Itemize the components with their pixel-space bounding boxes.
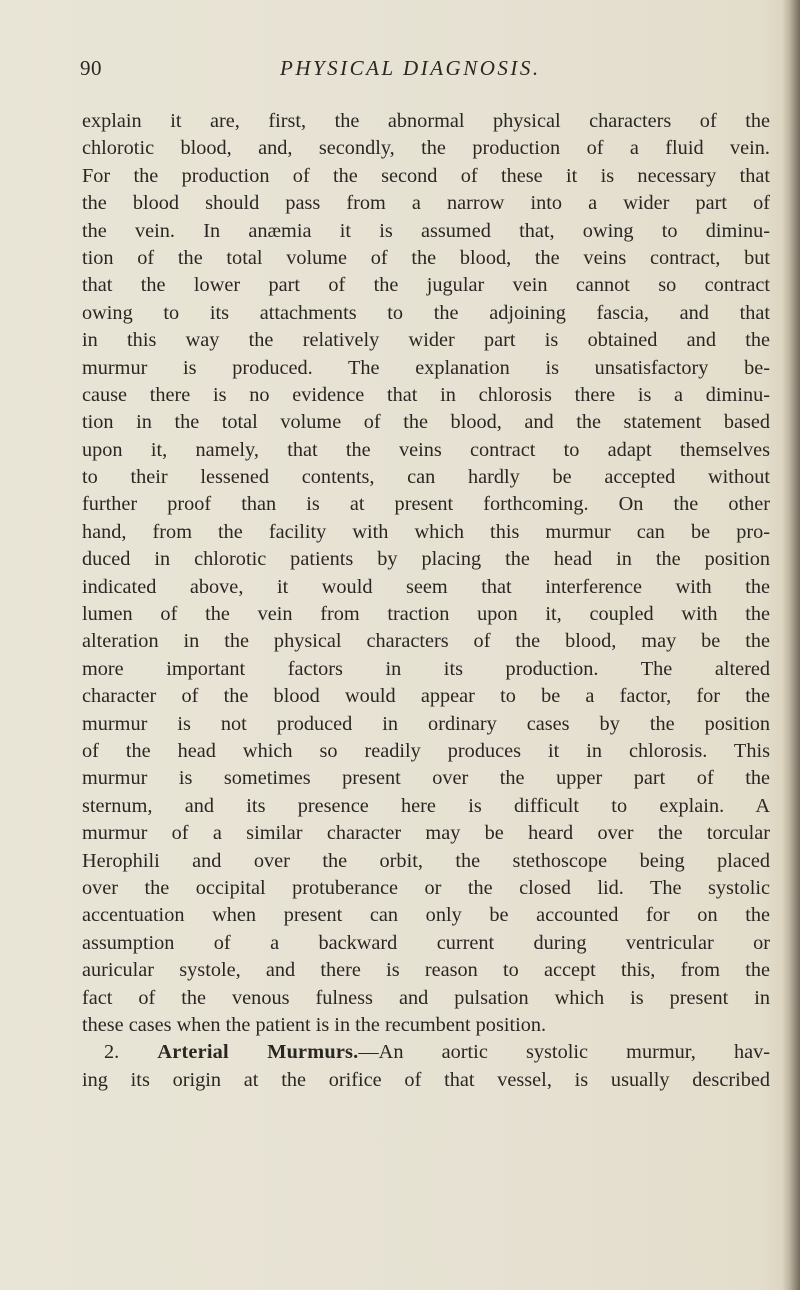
- text-line: sternum, and its presence here is difficult to explain. A: [82, 794, 770, 817]
- text-line: auricular systole, and there is reason to accept this, from the: [82, 959, 770, 982]
- text-line: chlorotic blood, and, secondly, the production of a fluid vein.: [82, 137, 770, 160]
- text-line: assumption of a backward current during ventricular or: [82, 931, 770, 954]
- text-line: to their lessened contents, can hardly be accepted without: [82, 466, 770, 489]
- section-number: 2.: [104, 1041, 120, 1064]
- text-line: these cases when the patient is in the recumbent position.: [82, 1013, 547, 1036]
- section-first-line: [82, 1039, 770, 1066]
- text-line: alteration in the physical characters of the blood, may be the: [82, 630, 770, 653]
- text-line: owing to its attachments to the adjoining fascia, and that: [82, 301, 770, 324]
- text-line: murmur is sometimes present over the upper part of the: [82, 767, 770, 790]
- text-line: over the occipital protuberance or the closed lid. The systolic: [82, 876, 770, 899]
- text-line: fact of the venous fulness and pulsation which is present in: [82, 986, 770, 1009]
- text-line: lumen of the vein from traction upon it, coupled with the: [82, 603, 770, 626]
- text-line: murmur of a similar character may be heard over the torcular: [82, 822, 770, 845]
- text-line: character of the blood would appear to be a factor, for the: [82, 685, 770, 708]
- text-line: upon it, namely, that the veins contract to adapt themselves: [82, 438, 770, 461]
- text-line: tion in the total volume of the blood, and the statement based: [82, 411, 770, 434]
- text-line: tion of the total volume of the blood, the veins contract, but: [82, 246, 770, 269]
- page-header: [80, 56, 770, 86]
- text-line: For the production of the second of these it is necessary that: [82, 164, 770, 187]
- text-line: of the head which so readily produces it in chlorosis. This: [82, 739, 770, 762]
- text-line: murmur is not produced in ordinary cases by the position: [82, 712, 770, 735]
- text-line: the vein. In anæmia it is assumed that, owing to diminu-: [82, 219, 770, 242]
- text-line: accentuation when present can only be accounted for on the: [82, 904, 770, 927]
- text-line: duced in chlorotic patients by placing the head in the position: [82, 548, 770, 571]
- text-line: further proof than is at present forthcoming. On the other: [82, 493, 770, 516]
- section-heading: Arterial Murmurs.: [157, 1041, 359, 1064]
- body-text: [82, 108, 770, 1094]
- running-head: PHYSICAL DIAGNOSIS.: [280, 56, 541, 80]
- text-line: Herophili and over the orbit, the stethoscope being placed: [82, 849, 770, 872]
- text-line: explain it are, first, the abnormal physical characters of the: [82, 110, 770, 132]
- page-number: 90: [80, 56, 102, 80]
- text-line: in this way the relatively wider part is obtained and the: [82, 329, 770, 352]
- text-line: cause there is no evidence that in chlorosis there is a diminu-: [82, 383, 770, 406]
- text-line: more important factors in its production. The altered: [82, 657, 770, 680]
- text-line: murmur is produced. The explanation is unsatisfactory be-: [82, 356, 770, 379]
- text-line: hand, from the facility with which this murmur can be pro-: [82, 520, 770, 543]
- text-line: indicated above, it would seem that interference with the: [82, 575, 770, 598]
- text-line: the blood should pass from a narrow into a wider part of: [82, 192, 770, 215]
- text-line: ing its origin at the orifice of that vessel, is usually described: [82, 1068, 770, 1091]
- section-first-line-rest: —An aortic systolic murmur, hav-: [358, 1041, 770, 1064]
- page-edge-shadow: [782, 0, 800, 1290]
- text-line: that the lower part of the jugular vein cannot so contract: [82, 274, 770, 297]
